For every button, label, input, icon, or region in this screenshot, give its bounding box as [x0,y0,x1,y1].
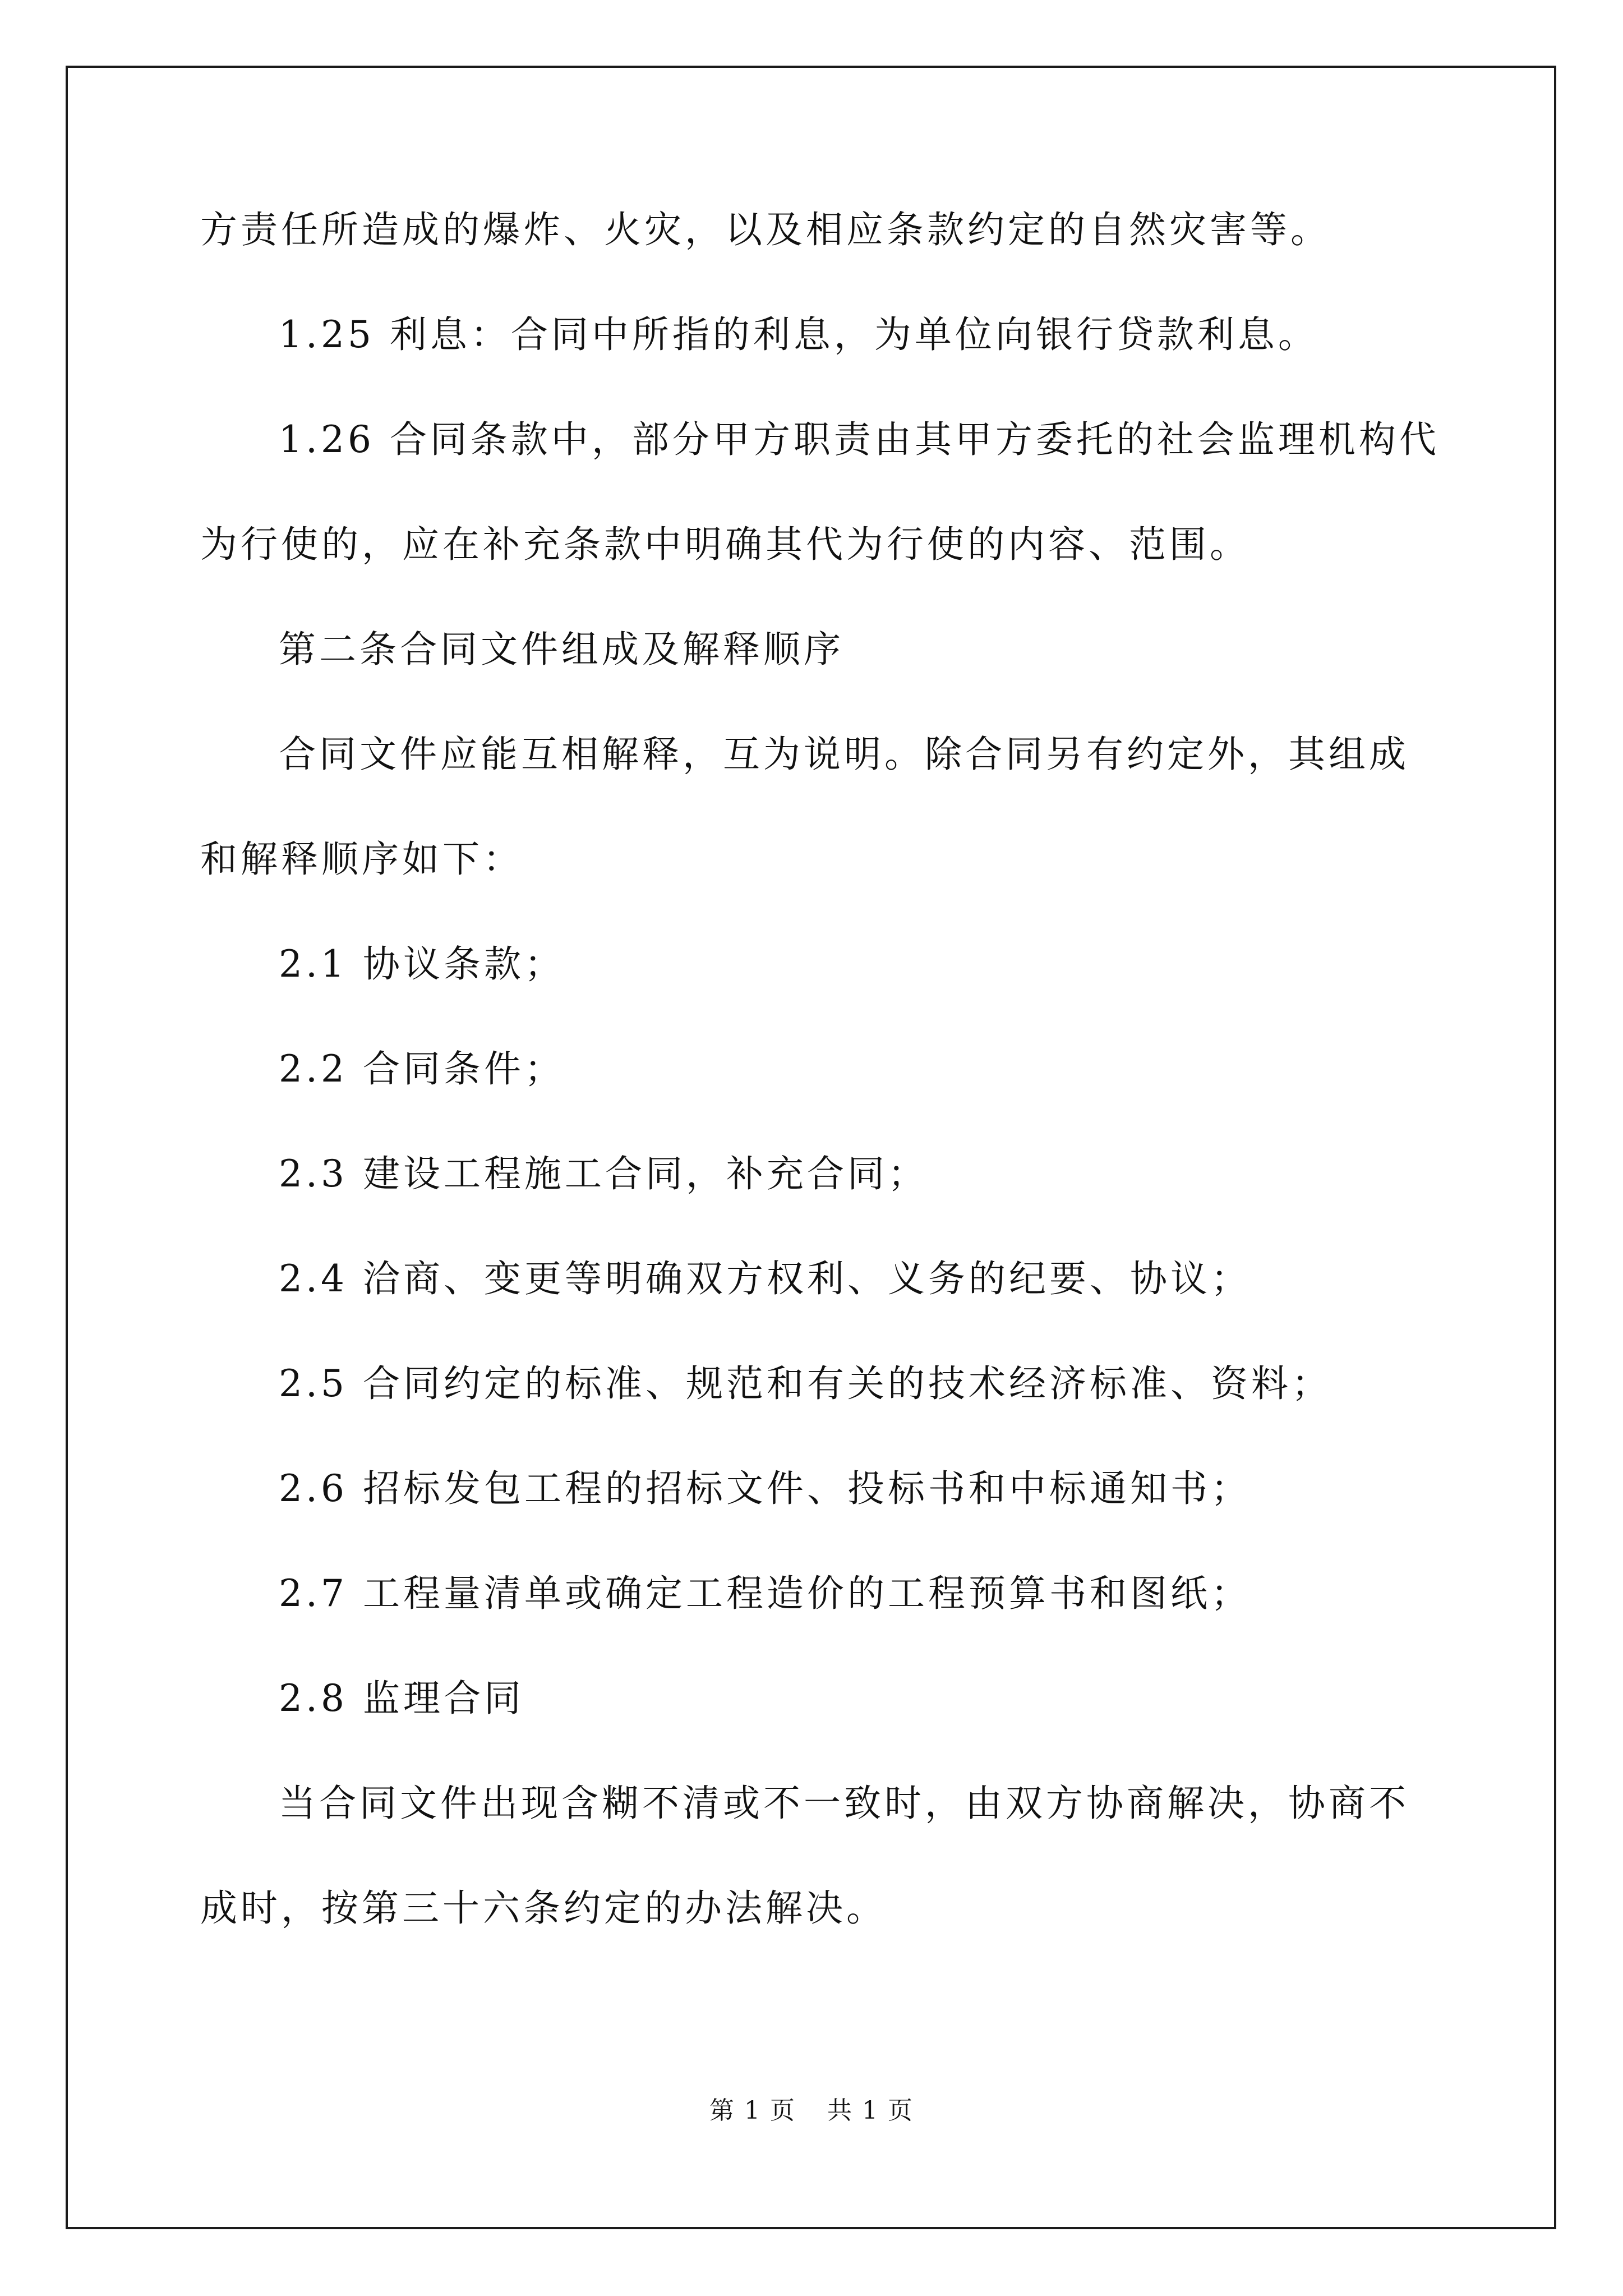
page-total: 共 1 页 [827,2096,914,2125]
paragraph-line: 为行使的，应在补充条款中明确其代为行使的内容、范围。 [200,523,1250,566]
list-item: 2.7 工程量清单或确定工程造价的工程预算书和图纸； [279,1572,1251,1615]
list-item: 2.3 建设工程施工合同，补充合同； [279,1152,928,1195]
list-item: 2.1 协议条款； [279,942,565,986]
list-item: 2.4 洽商、变更等明确双方权利、义务的纪要、协议； [279,1257,1251,1300]
paragraph-line: 合同文件应能互相解释，互为说明。除合同另有约定外，其组成 [279,733,1409,776]
list-item: 2.8 监理合同 [279,1677,524,1720]
paragraph-line: 1.25 利息：合同中所指的利息，为单位向银行贷款利息。 [279,313,1318,356]
list-item: 2.2 合同条件； [279,1047,565,1091]
section-heading: 第二条合同文件组成及解释顺序 [279,628,844,671]
paragraph-line: 1.26 合同条款中，部分甲方职责由其甲方委托的社会监理机构代 [279,418,1440,461]
list-item: 2.5 合同约定的标准、规范和有关的技术经济标准、资料； [279,1362,1332,1405]
paragraph-line: 方责任所造成的爆炸、火灾，以及相应条款约定的自然灾害等。 [200,208,1331,251]
list-item: 2.6 招标发包工程的招标文件、投标书和中标通知书； [279,1467,1251,1510]
paragraph-line: 和解释顺序如下： [200,838,523,881]
paragraph-line: 当合同文件出现含糊不清或不一致时，由双方协商解决，协商不 [279,1782,1409,1825]
page-footer [0,2095,1623,2127]
page-number: 第 1 页 [709,2096,796,2125]
paragraph-line: 成时，按第三十六条约定的办法解决。 [200,1887,887,1930]
